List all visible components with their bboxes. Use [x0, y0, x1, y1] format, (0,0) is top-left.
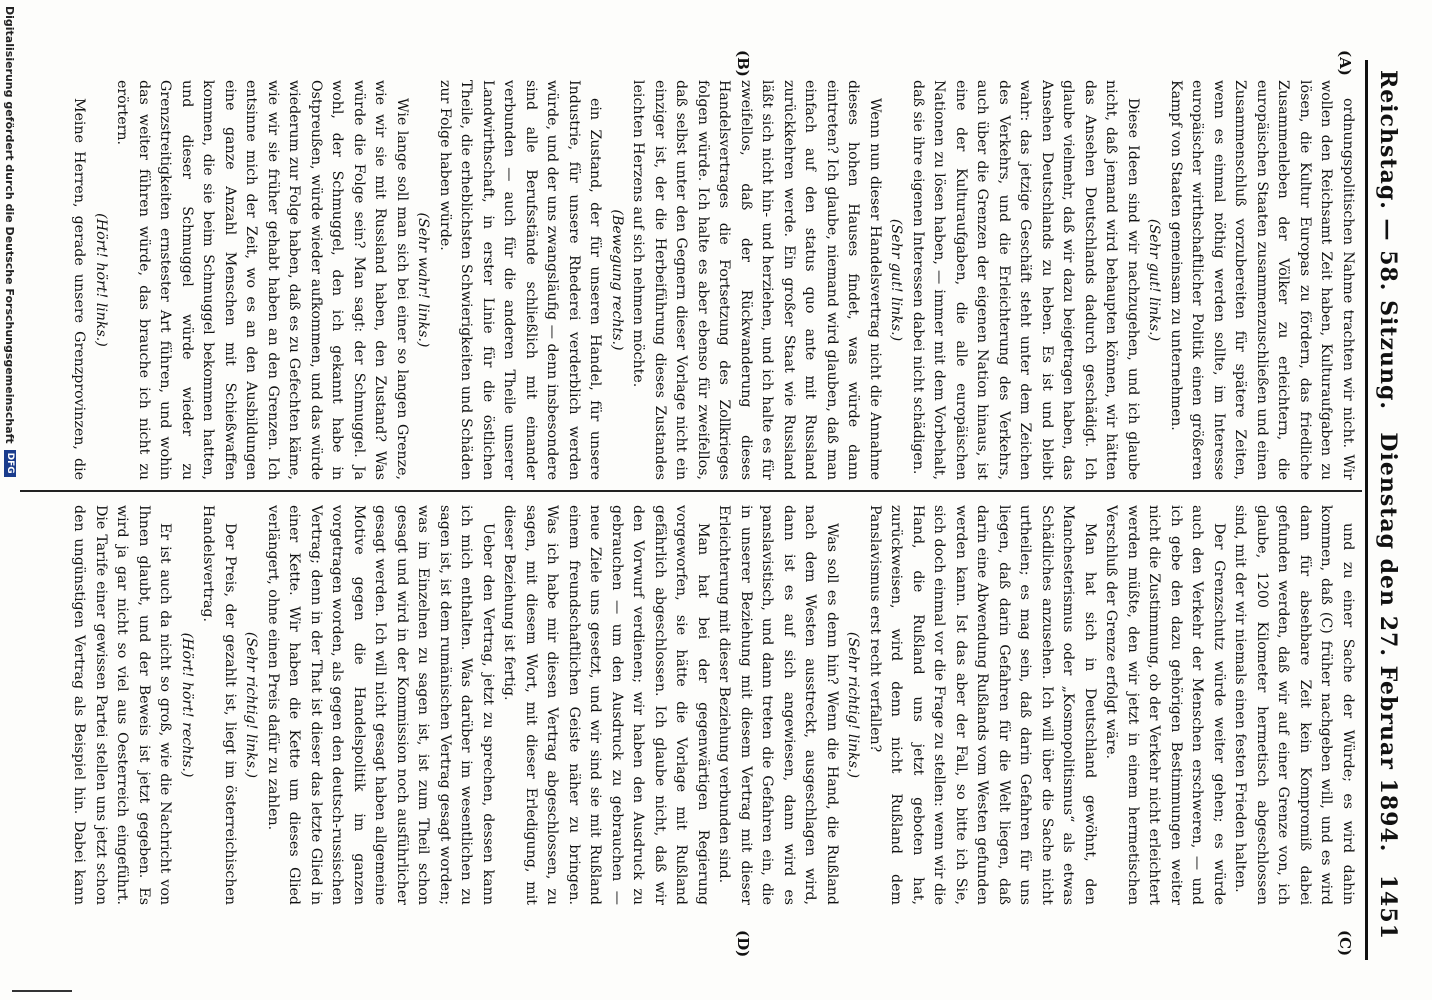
- page-edge-mark: [12, 978, 72, 992]
- paragraph: Was soll es denn hin? Wenn die Hand, die Rußland nach dem Westen ausstreckt, ausgeschlagen wird, dann ist es auf sich angewiesen, dann wird es panslavistisch, und dann treten die Gefahren ein, die in unserer Beziehung mit diesem Vertrag mit dieser Erleichterung mit dieser Beziehung verbunden sind.: [716, 505, 840, 905]
- right-column: [68, 505, 1358, 905]
- margin-marker-d: (D): [734, 930, 752, 958]
- header-left: Reichstag. — 58. Sitzung.: [1375, 70, 1401, 411]
- left-column: [68, 80, 1358, 480]
- paragraph: Ueber den Vertrag, jetzt zu sprechen, dessen kann ich mich enthalten. Was darüber im wesentlichen zu sagen ist, ist dem rumänischen Vertrag gesagt worden; was im Einzelnen zu sagen ist, ist zum Theil schon gesagt und wird in der Kommission noch ausführlicher gesagt werden. Ich will nicht gesagt haben allgemeine Motive gegen die Handelspolitik im ganzen vorgetragen worden, als gegen den deutsch-russischen Vertrag; denn in der That ist dieser das letzte Glied in einer Kette. Wir haben die Kette um dieses Glied verlängert, ohne einen Preis dafür zu zahlen.: [265, 505, 496, 905]
- page-number: 1451: [1375, 874, 1401, 940]
- paragraph: Man hat sich in Deutschland gewöhnt, den Manchesterismus oder „Kosmopolitismus“ als etwas Schädliches anzusehen. Ich will über die Sache nicht urtheilen; es mag sein, daß darin Gefahren für uns liegen, daß darin Gefahren für die Welt liegen, daß darin eine Abwendung Rußlands vom Westen gefunden werden kann. Ist das aber der Fall, so bitte ich Sie, sich doch einmal vor die Frage zu stellen: wenn wir die Hand, die Rußland uns jetzt geboten hat, zurückweisen, wird denn nicht Rußland dem Panslavismus erst recht verfallen?: [867, 505, 1098, 905]
- paragraph: (Sehr richtig! links.): [845, 631, 862, 779]
- page-header: [1374, 70, 1402, 940]
- margin-marker-a: (A): [1336, 50, 1354, 76]
- paragraph: ein Zustand, der für unseren Handel, für unsere Industrie, für unsere Rhederei verderblich werden würde, und der uns zwangsläufig — denn insbesondere sind alle Berufsstände schließlich mit einander verbunden — auch für die anderen Theile unserer Landwirthschaft, in erster Linie für die östlichen Theile, die erheblichsten Schwierigkeiten und Schäden zur Folge haben würde.: [437, 80, 604, 480]
- dfg-logo: DFG: [4, 450, 16, 477]
- digitization-credit: [0, 0, 20, 1000]
- paragraph: (Hört! hört! rechts.): [179, 632, 195, 778]
- column-divider: [20, 490, 1362, 492]
- paragraph: (Bewegung rechts.): [609, 209, 625, 351]
- credit-text: Digitalisierung gefördert durch die Deutsche Forschungsgemeinschaft: [3, 6, 17, 444]
- paragraph: ordnungspolitischen Nahme trachten wir nicht. Wir wollen den Reichsamt Zeit haben, Kulturaufgaben zu lösen, die Kultur Europas zu fördern, das friedliche Zusammenleben der Völker zu erleichtern, die europäischen Staaten zusammenzuschließen und einen Zusammenschluß vorzubereiten für spätere Zeiten, wenn es einmal nöthig werden sollte, im Interesse europäischer wirthschaftlicher Politik einen größeren Kampf von Staaten gemeinsam zu unternehmen.: [1168, 80, 1356, 480]
- paragraph: (Sehr gut! links.): [888, 218, 905, 342]
- header-rule: [1365, 60, 1368, 960]
- paragraph: Der Preis, der gezahlt ist, liegt im österreichischen Handelsvertrag.: [200, 505, 238, 905]
- paragraph: (Sehr gut! links.): [1146, 218, 1163, 342]
- margin-marker-b: (B): [734, 50, 752, 77]
- paragraph: (Sehr wahr! links.): [415, 212, 432, 348]
- margin-marker-c: (C): [1336, 930, 1354, 957]
- paragraph: und zu einer Sache der Würde; es wird dahin kommen, daß (C) früher nachgeben will, und es wird dann für absehbare Zeit kein Kompromiß dabei gefunden werden, daß wir auf einer Grenze von, ich glaube, 1200 Kilometer hermetisch abgeschlossen sind, mit der wir niemals einen festen Frieden halten.: [1232, 505, 1356, 905]
- paragraph: Diese Ideen sind wir nachzugehen, und ich glaube nicht, daß jemand wird behaupten können, wir hätten das Ansehen Deutschlands dadurch geschädigt. Ich glaube vielmehr, daß wir dazu beigetragen haben, das Ansehen Deutschlands zu heben. Es ist und bleibt wahr: das jetzige Geschäft steht unter dem Zeichen des Verkehrs, und die Erleichterung des Verkehrs, auch über die Grenzen der eigenen Nation hinaus, ist eine der Kulturaufgaben, die alle europäischen Nationen zu lösen haben, — immer mit dem Vorbehalt, daß sie ihre eigenen Interessen dabei nicht schädigen.: [910, 80, 1141, 480]
- paragraph: (Sehr richtig! links.): [243, 631, 260, 779]
- paragraph: Wie lange soll man sich bei einer so langen Grenze, wie wir sie mit Russland haben, den Zustand? Was würde die Folge sein? Man sagt: der Schmuggel. Ja wohl, der Schmuggel, den ich gekannt habe in Ostpreußen, würde wieder aufkommen, und das würde wiederum zur Folge haben, daß es zu Gefechten käme, wie wir sie früher gehabt haben an den Grenzen. Ich entsinne mich der Zeit, wo es an den Ausbildungen eine ganze Anzahl Menschen mit Schießwaffen kommen, die sie beim Schmuggel bekommen hatten, und dieser Schmuggel würde wieder zu Grenzstreitigkeiten ernstester Art führen, und wohin das weiter führen würde, das brauche ich nicht zu erörtern.: [114, 80, 410, 480]
- paragraph: Meine Herren, gerade unsere Grenzprovinzen, die: [71, 98, 88, 480]
- paragraph: Man hat bei der gegenwärtigen Regierung vorgeworfen, sie hätte die Vorlage mit Rußland gefährlich abgeschlossen. Ich glaube nicht, daß wir den Vorwurf verdienen; wir haben den Ausdruck zu gebrauchen — um den Ausdruck zu gebrauchen — neue Ziele uns gesetzt, und wir sind sie mit Rußland einem freundschaftlichen Geiste näher zu bringen. Was ich habe mir diesen Vertrag abgeschlossen, zu sagen, mit diesem Wort, mit dieser Erledigung, mit dieser Beziehung ist fertig.: [501, 505, 711, 905]
- header-center: Dienstag den 27. Februar 1894.: [1375, 432, 1401, 853]
- paragraph: Er ist auch da nicht so groß, wie die Nachricht von Ihnen glaubt, und der Beweis ist jetzt gegeben. Es wird ja gar nicht so viel aus Oesterreich eingeführt. Die Tarife einer gewissen Partei stellen uns jetzt schon den ungünstigen Vertrag als Beispiel hin. Dabei kann: [71, 505, 174, 905]
- paragraph: Der Grenzschutz würde weiter gehen; es würde auch den Verkehr der Menschen erschweren, — und ich gebe den dazu gehörigen Bestimmungen weiter nicht die Zustimmung, ob der Verkehr nicht erleichtert werden müßte, den wir jetzt in einem hermetischen Verschluß der Grenze erfolgt wäre.: [1103, 505, 1227, 905]
- paragraph: (Hört! hört! links.): [93, 213, 109, 347]
- paragraph: Wenn nun dieser Handelsvertrag nicht die Annahme dieses hohen Hauses findet, was würde dann eintreten? Ich glaube, niemand wird glauben, daß man einfach auf den status quo ante mit Russland zurückkehren werde. Ein großer Staat wie Russland läßt sich nicht hin- und herziehen, und ich halte es für zweifellos, daß der Rückwanderung dieses Handelsvertrages die Fortsetzung des Zollkrieges folgen würde. Ich halte es aber ebenso für zweifellos, daß selbst unter den Gegnern dieser Vorlage nicht ein einziger ist, der die Herbeiführung dieses Zustandes leichten Herzens auf sich nehmen möchte.: [630, 80, 883, 480]
